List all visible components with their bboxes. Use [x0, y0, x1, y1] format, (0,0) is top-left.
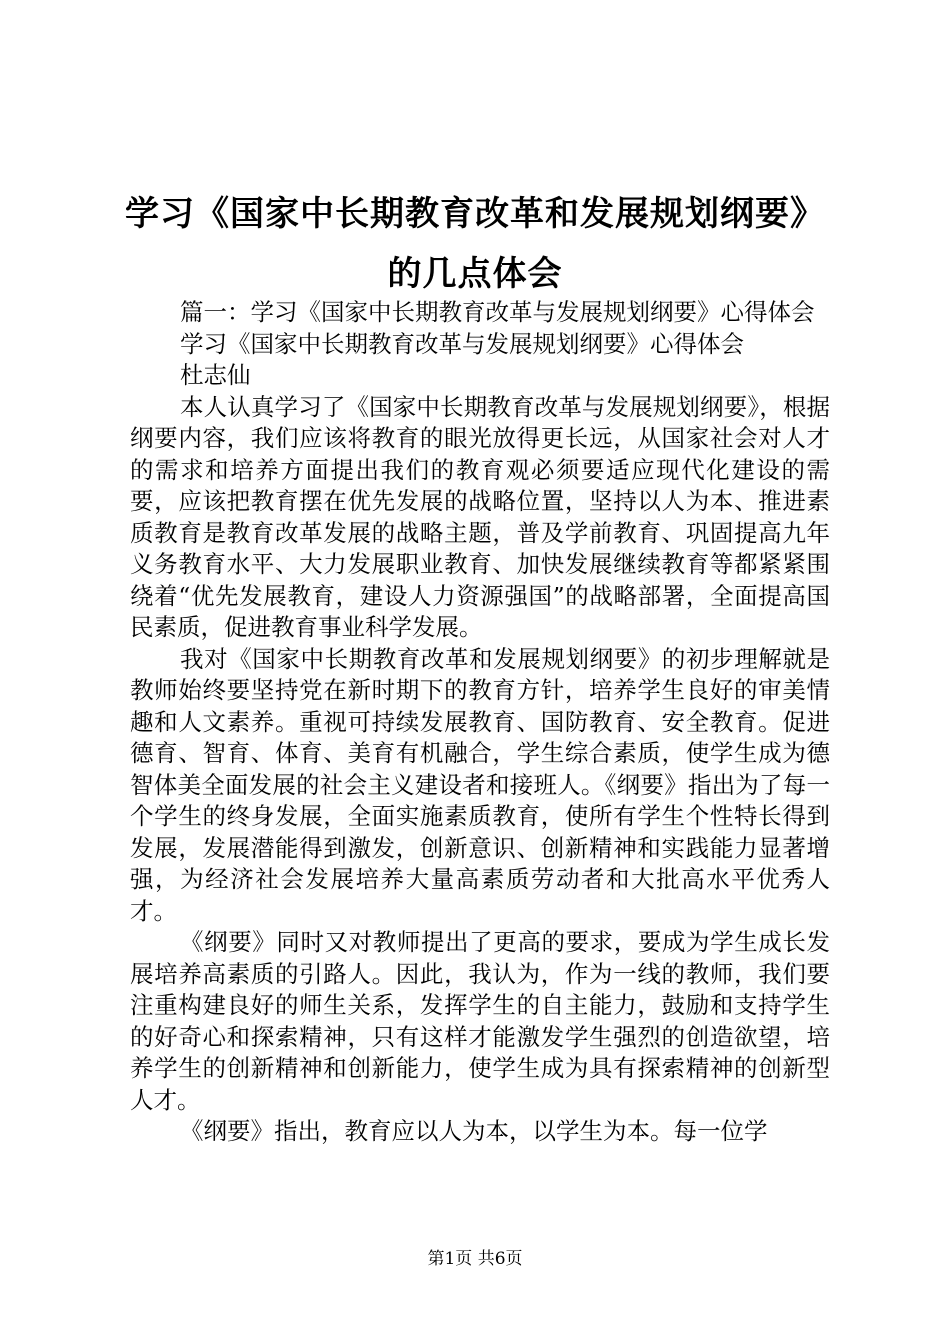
body-paragraph: 本人认真学习了《国家中长期教育改革与发展规划纲要》，根据纲要内容，我们应该将教育的眼光放得更长远，从国家社会对人才的需求和培养方面提出我们的教育观必须要适应现代化建设的需要，应该把教育摆在优先发展的战略位置，坚持以人为本、推进素质教育是教育改革发展的战略主题，普及学前教育、巩固提高九年义务教育水平、大力发展职业教育、加快发展继续教育等都紧紧围绕着“优先发展教育，建设人力资源强国”的战略部署，全面提高国民素质，促进教育事业科学发展。	[130, 392, 830, 641]
body-paragraph: 《纲要》同时又对教师提出了更高的要求，要成为学生成长发展培养高素质的引路人。因此，我认为，作为一线的教师，我们要注重构建良好的师生关系，发挥学生的自主能力，鼓励和支持学生的好奇心和探索精神，只有这样才能激发学生强烈的创造欲望，培养学生的创新精神和创新能力，使学生成为具有探索精神的创新型人才。	[130, 928, 830, 1114]
document-title-line-2: 的几点体会	[387, 254, 563, 294]
page-footer: 第1页 共6页	[427, 1249, 523, 1269]
body-paragraph: 我对《国家中长期教育改革和发展规划纲要》的初步理解就是教师始终要坚持党在新时期下的教育方针，培养学生良好的审美情趣和人文素养。重视可持续发展教育、国防教育、安全教育。促进德育、智育、体育、美育有机融合，学生综合素质，使学生成为德智体美全面发展的社会主义建设者和接班人。《纲要》指出为了每一个学生的终身发展，全面实施素质教育，使所有学生个性特长得到发展，发展潜能得到激发，创新意识、创新精神和实践能力显著增强，为经济社会发展培养大量高素质劳动者和大批高水平优秀人才。	[130, 644, 830, 925]
body-paragraph: 《纲要》指出，教育应以人为本，以学生为本。每一位学	[180, 1117, 768, 1145]
document-title-line-1: 学习《国家中长期教育改革和发展规划纲要》	[125, 194, 825, 234]
author-name: 杜志仙	[180, 361, 251, 389]
subtitle: 学习《国家中长期教育改革与发展规划纲要》心得体会	[180, 329, 744, 358]
section-heading: 篇一：学习《国家中长期教育改革与发展规划纲要》心得体会	[180, 298, 815, 326]
document-body	[130, 297, 830, 1148]
